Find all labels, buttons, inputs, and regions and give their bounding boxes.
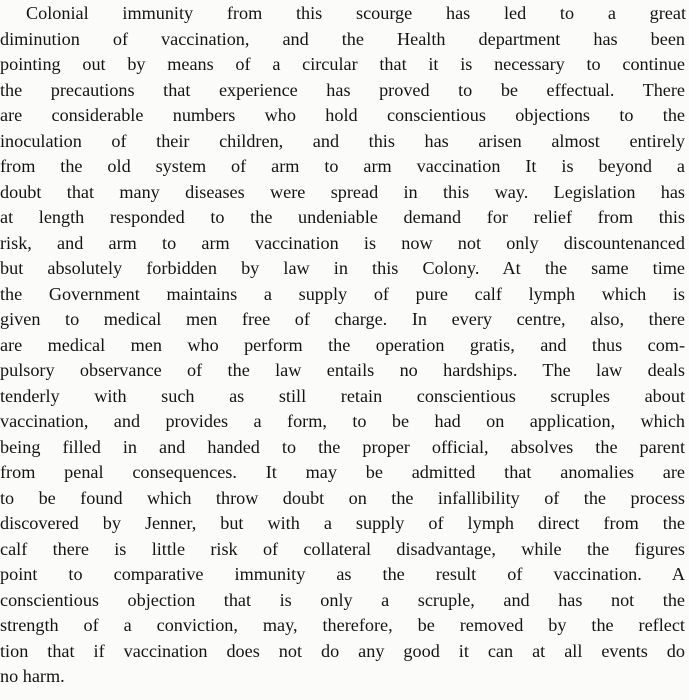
- text-line: risk, and arm to arm vaccination is now not only discountenanced: [0, 232, 685, 253]
- text-line: being filled in and handed to the proper official, absolves the parent: [0, 436, 685, 457]
- text-line: tenderly with such as still retain conscientious scruples about: [0, 385, 685, 406]
- text-line: at length responded to the undeniable demand for relief from this: [0, 207, 685, 227]
- text-line: discovered by Jenner, but with a supply of lymph direct from the: [0, 513, 685, 533]
- text-line: inoculation of their children, and this has arisen almost entirely: [0, 130, 685, 151]
- text-line: diminution of vaccination, and the Health department has been: [0, 28, 685, 49]
- text-line: calf there is little risk of collateral disadvantage, while the figures: [0, 538, 685, 559]
- text-line: pointing out by means of a circular that it is necessary to continue: [0, 54, 685, 74]
- text-line: Colonial immunity from this scourge has led to a great: [26, 3, 686, 23]
- text-line: vaccination, and provides a form, to be had on application, which: [0, 411, 685, 431]
- text-line: given to medical men free of charge. In every centre, also, there: [0, 309, 685, 329]
- text-line: are considerable numbers who hold conscientious objections to the: [0, 105, 685, 125]
- text-line: from penal consequences. It may be admitted that anomalies are: [0, 462, 685, 482]
- text-line: conscientious objection that is only a scruple, and has not the: [0, 589, 685, 610]
- text-line: are medical men who perform the operation gratis, and thus com-: [0, 334, 685, 355]
- text-line: the precautions that experience has proved to be effectual. There: [0, 79, 685, 100]
- text-line: tion that if vaccination does not do any good it can at all events do: [0, 640, 685, 661]
- text-line: doubt that many diseases were spread in this way. Legislation has: [0, 181, 685, 202]
- text-line: no harm.: [0, 666, 65, 686]
- text-line: the Government maintains a supply of pure calf lymph which is: [0, 283, 685, 304]
- text-line: but absolutely forbidden by law in this Colony. At the same time: [0, 258, 685, 278]
- text-line: strength of a conviction, may, therefore, be removed by the reflect: [0, 615, 685, 635]
- text-line: from the old system of arm to arm vaccination It is beyond a: [0, 156, 685, 176]
- text-line: pulsory observance of the law entails no hardships. The law deals: [0, 360, 685, 380]
- text-line: to be found which throw doubt on the infallibility of the process: [0, 487, 685, 508]
- text-line: point to comparative immunity as the result of vaccination. A: [0, 564, 685, 584]
